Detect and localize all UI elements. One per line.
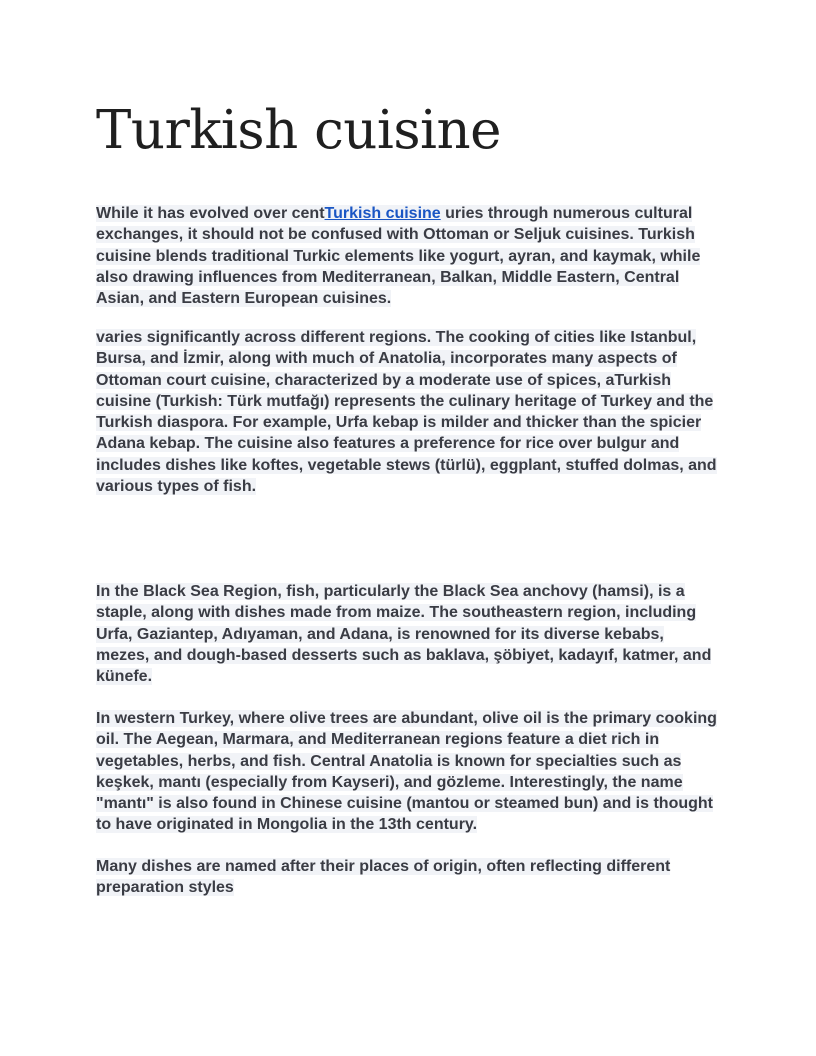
- paragraph-regions: [96, 327, 720, 497]
- paragraph-western-turkey: [96, 708, 720, 836]
- paragraph-dish-names-text: Many dishes are named after their places of origin, often reflecting different preparation styles: [96, 858, 671, 897]
- paragraph-western-turkey-text: In western Turkey, where olive trees are abundant, olive oil is the primary cooking oil. The Aegean, Marmara, and Mediterranean regions feature a diet rich in vegetables, herbs, and fish. Central Anatolia is known for specialties such as keşkek, mantı (especially from Kayseri), and gözleme. Interestingly, the name "mantı" is also found in Chinese cuisine (mantou or steamed bun) and is thought to have originated in Mongolia in the 13th century.: [96, 710, 717, 834]
- paragraph-regions-text: varies significantly across different regions. The cooking of cities like Istanbul, Bursa, and İzmir, along with much of Anatolia, incorporates many aspects of Ottoman court cuisine, characterized by a moderate use of spices, aTurkish cuisine (Turkish: Türk mutfağı) represents the culinary heritage of Turkey and the Turkish diaspora. For example, Urfa kebap is milder and thicker than the spicier Adana kebap. The cuisine also features a preference for rice over bulgur and includes dishes like koftes, vegetable stews (türlü), eggplant, stuffed dolmas, and various types of fish.: [96, 329, 717, 496]
- page-title: Turkish cuisine: [96, 100, 501, 161]
- paragraph-intro-text-end: uries through numerous cultural exchanges, it should not be confused with Ottoman or Seljuk cuisines. Turkish cuisine blends traditional Turkic elements like yogurt, ayran, and kaymak, while also drawing influences from Mediterranean, Balkan, Middle Eastern, Central Asian, and Eastern European cuisines.: [96, 205, 701, 308]
- turkish-cuisine-link[interactable]: Turkish cuisine: [324, 205, 441, 222]
- paragraph-black-sea: [96, 581, 720, 687]
- paragraph-intro-text-start: While it has evolved over cent: [96, 205, 325, 222]
- document-page: [96, 0, 720, 897]
- paragraph-intro: [96, 203, 720, 309]
- paragraph-dish-names: [96, 856, 720, 899]
- paragraph-black-sea-text: In the Black Sea Region, fish, particularly the Black Sea anchovy (hamsi), is a staple, along with dishes made from maize. The southeastern region, including Urfa, Gaziantep, Adıyaman, and Adana, is renowned for its diverse kebabs, mezes, and dough-based desserts such as baklava, şöbiyet, kadayıf, katmer, and künefe.: [96, 583, 712, 686]
